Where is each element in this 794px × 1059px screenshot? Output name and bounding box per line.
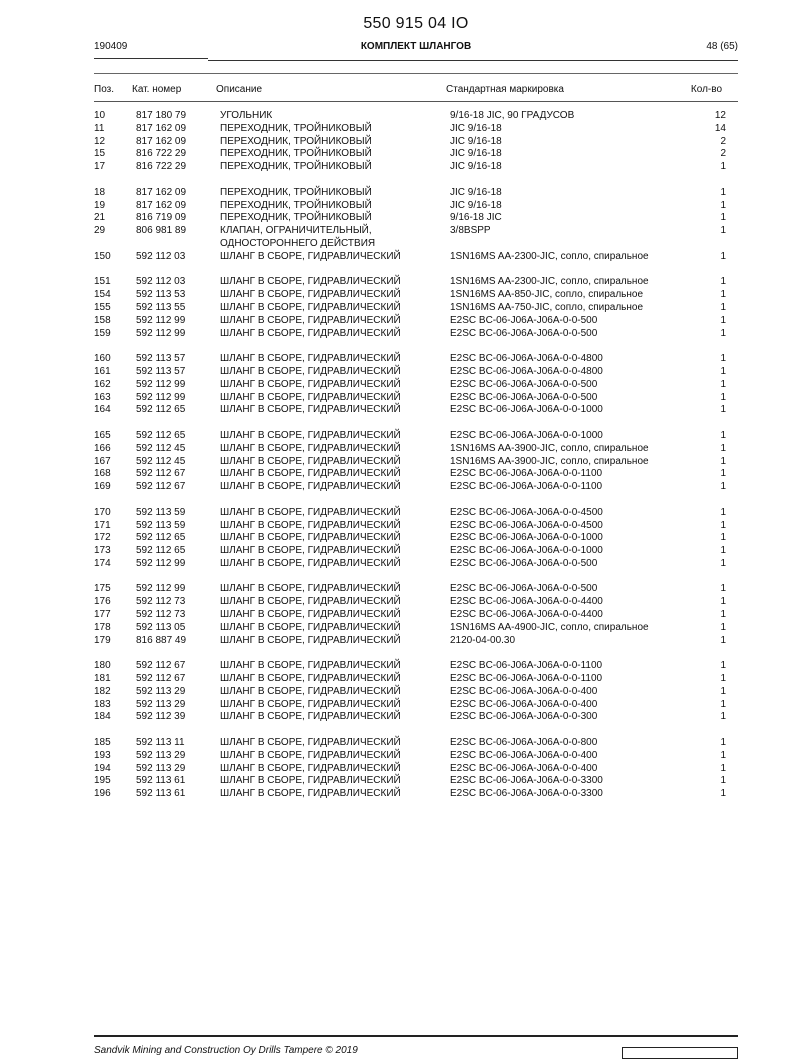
catalog-number-cell: 592 112 73 (136, 596, 186, 608)
quantity-cell: 1 (720, 711, 726, 723)
catalog-number-cell: 592 112 65 (136, 429, 186, 441)
table-row (0, 545, 794, 558)
quantity-cell: 1 (720, 545, 726, 557)
table-row (0, 737, 794, 750)
catalog-number-cell: 592 112 03 (136, 250, 186, 262)
quantity-cell: 12 (714, 110, 726, 121)
standard-marking-cell: E2SC BC-06-J06A-J06A-0-0-3300 (450, 788, 603, 800)
table-row (0, 558, 794, 571)
standard-marking-cell: E2SC BC-06-J06A-J06A-0-0-500 (450, 557, 598, 569)
position-cell: 171 (94, 519, 111, 531)
table-row (0, 123, 794, 136)
quantity-cell: 1 (720, 481, 726, 493)
standard-marking-cell: E2SC BC-06-J06A-J06A-0-0-1100 (450, 660, 603, 672)
page-number: 48 (65) (706, 41, 738, 52)
table-row (0, 596, 794, 609)
quantity-cell: 1 (720, 762, 726, 774)
position-cell: 151 (94, 276, 111, 288)
description-cell: ШЛАНГ В СБОРЕ, ГИДРАВЛИЧЕСКИЙ (220, 301, 401, 313)
standard-marking-cell: 1SN16MS AA-2300-JIC, сопло, спиральное (450, 250, 649, 262)
position-cell: 21 (94, 212, 106, 224)
description-cell: ШЛАНГ В СБОРЕ, ГИДРАВЛИЧЕСКИЙ (220, 314, 401, 326)
table-row (0, 148, 794, 161)
table-row (0, 507, 794, 520)
position-cell: 19 (94, 199, 106, 211)
table-row (0, 315, 794, 328)
table-row (0, 430, 794, 443)
catalog-number-cell: 592 112 45 (136, 455, 186, 467)
catalog-number-cell: 592 112 99 (136, 314, 186, 326)
catalog-number-cell: 592 112 03 (136, 276, 186, 288)
standard-marking-cell: JIC 9/16-18 (450, 135, 502, 147)
quantity-cell: 1 (720, 660, 726, 672)
catalog-number-cell: 816 887 49 (136, 634, 187, 646)
standard-marking-cell: 1SN16MS AA-3900-JIC, сопло, спиральное (450, 442, 649, 454)
quantity-cell: 1 (720, 365, 726, 377)
column-header-description: Описание (216, 84, 263, 95)
standard-marking-cell: JIC 9/16-18 (450, 148, 502, 160)
sandvik-logo (622, 1047, 738, 1059)
standard-marking-cell: E2SC BC-06-J06A-J06A-0-0-500 (450, 314, 598, 326)
description-cell: ШЛАНГ В СБОРЕ, ГИДРАВЛИЧЕСКИЙ (220, 634, 401, 646)
description-cell: ШЛАНГ В СБОРЕ, ГИДРАВЛИЧЕСКИЙ (220, 481, 401, 493)
position-cell: 164 (94, 404, 111, 416)
catalog-number-cell: 592 113 11 (136, 737, 185, 749)
catalog-number-cell: 592 112 99 (136, 557, 186, 569)
description-cell: ШЛАНГ В СБОРЕ, ГИДРАВЛИЧЕСКИЙ (220, 660, 401, 672)
table-row (0, 443, 794, 456)
standard-marking-cell: E2SC BC-06-J06A-J06A-0-0-500 (450, 378, 598, 390)
description-cell: ШЛАНГ В СБОРЕ, ГИДРАВЛИЧЕСКИЙ (220, 673, 401, 685)
position-cell: 163 (94, 391, 111, 403)
table-row (0, 481, 794, 494)
position-cell: 180 (94, 660, 111, 672)
table-row (0, 212, 794, 225)
position-cell: 160 (94, 353, 111, 365)
quantity-cell: 1 (720, 788, 726, 800)
position-cell: 167 (94, 455, 111, 467)
description-cell: ШЛАНГ В СБОРЕ, ГИДРАВЛИЧЕСКИЙ (220, 353, 401, 365)
catalog-number-cell: 592 113 53 (136, 289, 186, 301)
standard-marking-cell: E2SC BC-06-J06A-J06A-0-0-500 (450, 391, 598, 403)
catalog-number-cell: 592 113 29 (136, 685, 186, 697)
standard-marking-cell: E2SC BC-06-J06A-J06A-0-0-1100 (450, 468, 603, 480)
quantity-cell: 1 (720, 468, 726, 480)
quantity-cell: 1 (720, 634, 726, 646)
description-cell: ПЕРЕХОДНИК, ТРОЙНИКОВЫЙ (220, 186, 372, 198)
position-cell: 172 (94, 532, 111, 544)
standard-marking-cell: E2SC BC-06-J06A-J06A-0-0-4400 (450, 596, 603, 608)
position-cell: 176 (94, 596, 111, 608)
quantity-cell: 1 (720, 673, 726, 685)
standard-marking-cell: 1SN16MS AA-3900-JIC, сопло, спиральное (450, 455, 649, 467)
standard-marking-cell: JIC 9/16-18 (450, 161, 502, 173)
description-cell: ШЛАНГ В СБОРЕ, ГИДРАВЛИЧЕСКИЙ (220, 391, 401, 403)
catalog-number-cell: 806 981 89 (136, 225, 187, 237)
catalog-number-cell: 817 180 79 (136, 110, 187, 121)
quantity-cell: 1 (720, 737, 726, 749)
quantity-cell: 1 (720, 289, 726, 301)
quantity-cell: 1 (720, 621, 726, 633)
description-cell: ШЛАНГ В СБОРЕ, ГИДРАВЛИЧЕСКИЙ (220, 289, 401, 301)
description-cell: ШЛАНГ В СБОРЕ, ГИДРАВЛИЧЕСКИЙ (220, 455, 401, 467)
standard-marking-cell: 1SN16MS AA-2300-JIC, сопло, спиральное (450, 276, 649, 288)
column-header-standard-marking: Стандартная маркировка (446, 84, 564, 95)
position-cell: 173 (94, 545, 111, 557)
catalog-number-cell: 592 112 67 (136, 673, 186, 685)
standard-marking-cell: E2SC BC-06-J06A-J06A-0-0-800 (450, 737, 598, 749)
catalog-number-cell: 592 112 67 (136, 660, 186, 672)
catalog-number-cell: 592 113 61 (136, 788, 186, 800)
catalog-number-cell: 816 722 29 (136, 161, 187, 173)
column-header-pos: Поз. (94, 84, 114, 95)
standard-marking-cell: E2SC BC-06-J06A-J06A-0-0-500 (450, 583, 598, 595)
position-cell: 179 (94, 634, 111, 646)
catalog-number-cell: 592 112 67 (136, 481, 186, 493)
description-cell: ШЛАНГ В СБОРЕ, ГИДРАВЛИЧЕСКИЙ (220, 737, 401, 749)
header-rule-left (94, 58, 208, 59)
quantity-cell: 1 (720, 557, 726, 569)
header-rule-right (208, 60, 738, 61)
catalog-number-cell: 592 113 59 (136, 519, 186, 531)
position-cell: 184 (94, 711, 111, 723)
description-cell: ШЛАНГ В СБОРЕ, ГИДРАВЛИЧЕСКИЙ (220, 442, 401, 454)
position-cell: 158 (94, 314, 111, 326)
quantity-cell: 1 (720, 186, 726, 198)
standard-marking-cell: 1SN16MS AA-850-JIC, сопло, спиральное (450, 289, 644, 301)
standard-marking-cell: 1SN16MS AA-4900-JIC, сопло, спиральное (450, 621, 649, 633)
table-row (0, 404, 794, 417)
column-header-quantity: Кол-во (690, 84, 722, 95)
description-cell: ШЛАНГ В СБОРЕ, ГИДРАВЛИЧЕСКИЙ (220, 596, 401, 608)
catalog-number-cell: 592 112 45 (136, 442, 186, 454)
position-cell: 155 (94, 301, 111, 313)
description-cell: ШЛАНГ В СБОРЕ, ГИДРАВЛИЧЕСКИЙ (220, 532, 401, 544)
quantity-cell: 1 (720, 685, 726, 697)
table-row (0, 609, 794, 622)
description-cell: ШЛАНГ В СБОРЕ, ГИДРАВЛИЧЕСКИЙ (220, 775, 401, 787)
page-title: КОМПЛЕКТ ШЛАНГОВ (360, 41, 472, 52)
position-cell: 154 (94, 289, 111, 301)
description-cell: ШЛАНГ В СБОРЕ, ГИДРАВЛИЧЕСКИЙ (220, 698, 401, 710)
position-cell: 178 (94, 621, 111, 633)
column-header-rule (94, 101, 738, 102)
table-row (0, 392, 794, 405)
description-cell: ПЕРЕХОДНИК, ТРОЙНИКОВЫЙ (220, 148, 372, 160)
catalog-number-cell: 592 113 29 (136, 749, 186, 761)
position-cell: 169 (94, 481, 111, 493)
quantity-cell: 1 (720, 314, 726, 326)
quantity-cell: 1 (720, 609, 726, 621)
table-row (0, 673, 794, 686)
table-row (0, 750, 794, 763)
position-cell: 15 (94, 148, 106, 160)
standard-marking-cell: E2SC BC-06-J06A-J06A-0-0-1000 (450, 545, 603, 557)
catalog-number-cell: 816 722 29 (136, 148, 187, 160)
standard-marking-cell: E2SC BC-06-J06A-J06A-0-0-1100 (450, 673, 603, 685)
standard-marking-cell: E2SC BC-06-J06A-J06A-0-0-400 (450, 762, 598, 774)
table-row (0, 379, 794, 392)
position-cell: 165 (94, 429, 111, 441)
description-cell: ШЛАНГ В СБОРЕ, ГИДРАВЛИЧЕСКИЙ (220, 762, 401, 774)
catalog-number-cell: 592 112 99 (136, 391, 186, 403)
description-cell: УГОЛЬНИК (220, 110, 273, 121)
description-cell: ШЛАНГ В СБОРЕ, ГИДРАВЛИЧЕСКИЙ (220, 378, 401, 390)
position-cell: 175 (94, 583, 111, 595)
standard-marking-cell: E2SC BC-06-J06A-J06A-0-0-400 (450, 685, 598, 697)
description-cell: ШЛАНГ В СБОРЕ, ГИДРАВЛИЧЕСКИЙ (220, 250, 401, 262)
table-row (0, 468, 794, 481)
quantity-cell: 1 (720, 276, 726, 288)
quantity-cell: 1 (720, 429, 726, 441)
table-row (0, 788, 794, 801)
description-cell: ШЛАНГ В СБОРЕ, ГИДРАВЛИЧЕСКИЙ (220, 519, 401, 531)
table-row (0, 660, 794, 673)
description-cell: ШЛАНГ В СБОРЕ, ГИДРАВЛИЧЕСКИЙ (220, 327, 401, 339)
catalog-number-cell: 592 112 73 (136, 609, 186, 621)
standard-marking-cell: E2SC BC-06-J06A-J06A-0-0-400 (450, 698, 598, 710)
quantity-cell: 1 (720, 199, 726, 211)
description-cell: ПЕРЕХОДНИК, ТРОЙНИКОВЫЙ (220, 161, 372, 173)
catalog-number-cell: 592 113 59 (136, 506, 186, 518)
footer-rule (94, 1035, 738, 1037)
standard-marking-cell: 2120-04-00.30 (450, 634, 516, 646)
description-cell: ПЕРЕХОДНИК, ТРОЙНИКОВЫЙ (220, 122, 372, 134)
description-cell: ПЕРЕХОДНИК, ТРОЙНИКОВЫЙ (220, 212, 372, 224)
description-cell: ШЛАНГ В СБОРЕ, ГИДРАВЛИЧЕСКИЙ (220, 621, 401, 633)
catalog-number-cell: 592 113 05 (136, 621, 186, 633)
position-cell: 195 (94, 775, 111, 787)
catalog-number-cell: 592 112 39 (136, 711, 186, 723)
position-cell: 177 (94, 609, 111, 621)
table-row (0, 532, 794, 545)
position-cell: 18 (94, 186, 106, 198)
quantity-cell: 1 (720, 250, 726, 262)
table-row (0, 775, 794, 788)
quantity-cell: 1 (720, 301, 726, 313)
table-row (0, 187, 794, 200)
table-row (0, 635, 794, 648)
catalog-number-cell: 592 113 61 (136, 775, 186, 787)
quantity-cell: 2 (720, 135, 726, 147)
standard-marking-cell: E2SC BC-06-J06A-J06A-0-0-4400 (450, 609, 603, 621)
table-row (0, 276, 794, 289)
catalog-number-cell: 592 112 65 (136, 532, 186, 544)
standard-marking-cell: E2SC BC-06-J06A-J06A-0-0-4800 (450, 353, 603, 365)
quantity-cell: 1 (720, 225, 726, 237)
position-cell: 29 (94, 225, 106, 237)
standard-marking-cell: E2SC BC-06-J06A-J06A-0-0-1000 (450, 404, 603, 416)
standard-marking-cell: E2SC BC-06-J06A-J06A-0-0-4500 (450, 519, 603, 531)
table-row (0, 763, 794, 776)
table-row (0, 225, 794, 251)
table-row (0, 353, 794, 366)
position-cell: 11 (94, 122, 105, 134)
description-cell: ШЛАНГ В СБОРЕ, ГИДРАВЛИЧЕСКИЙ (220, 545, 401, 557)
table-row (0, 622, 794, 635)
position-cell: 162 (94, 378, 111, 390)
catalog-number-cell: 817 162 09 (136, 199, 187, 211)
standard-marking-cell: E2SC BC-06-J06A-J06A-0-0-4500 (450, 506, 603, 518)
table-row (0, 456, 794, 469)
standard-marking-cell: JIC 9/16-18 (450, 122, 502, 134)
catalog-number-cell: 817 162 09 (136, 122, 187, 134)
standard-marking-cell: 9/16-18 JIC (450, 212, 502, 224)
catalog-number-cell: 592 112 99 (136, 327, 186, 339)
position-cell: 193 (94, 749, 111, 761)
description-cell: ШЛАНГ В СБОРЕ, ГИДРАВЛИЧЕСКИЙ (220, 583, 401, 595)
position-cell: 166 (94, 442, 111, 454)
standard-marking-cell: 3/8BSPP (450, 225, 491, 237)
quantity-cell: 1 (720, 353, 726, 365)
quantity-cell: 1 (720, 391, 726, 403)
quantity-cell: 1 (720, 519, 726, 531)
description-cell: ШЛАНГ В СБОРЕ, ГИДРАВЛИЧЕСКИЙ (220, 365, 401, 377)
header-rule-lower (94, 73, 738, 74)
position-cell: 194 (94, 762, 111, 774)
quantity-cell: 1 (720, 506, 726, 518)
quantity-cell: 1 (720, 327, 726, 339)
column-header-cat-number: Кат. номер (132, 84, 182, 95)
position-cell: 17 (94, 161, 106, 173)
document-number: 550 915 04 IO (363, 15, 469, 32)
position-cell: 168 (94, 468, 111, 480)
description-cell: ШЛАНГ В СБОРЕ, ГИДРАВЛИЧЕСКИЙ (220, 468, 401, 480)
position-cell: 182 (94, 685, 111, 697)
quantity-cell: 1 (720, 404, 726, 416)
standard-marking-cell: 9/16-18 JIC, 90 ГРАДУСОВ (450, 110, 575, 121)
description-cell: ШЛАНГ В СБОРЕ, ГИДРАВЛИЧЕСКИЙ (220, 788, 401, 800)
quantity-cell: 14 (714, 122, 726, 134)
quantity-cell: 1 (720, 442, 726, 454)
quantity-cell: 1 (720, 212, 726, 224)
position-cell: 12 (94, 135, 106, 147)
catalog-number-cell: 592 113 29 (136, 698, 186, 710)
table-row (0, 251, 794, 264)
footer-copyright: Sandvik Mining and Construction Oy Drills Tampere © 2019 (94, 1045, 358, 1056)
table-row (0, 136, 794, 149)
quantity-cell: 1 (720, 698, 726, 710)
quantity-cell: 1 (720, 532, 726, 544)
catalog-number-cell: 816 719 09 (136, 212, 187, 224)
position-cell: 174 (94, 557, 111, 569)
table-row (0, 110, 794, 123)
description-cell: ШЛАНГ В СБОРЕ, ГИДРАВЛИЧЕСКИЙ (220, 506, 401, 518)
description-cell: ШЛАНГ В СБОРЕ, ГИДРАВЛИЧЕСКИЙ (220, 557, 401, 569)
standard-marking-cell: E2SC BC-06-J06A-J06A-0-0-400 (450, 749, 598, 761)
description-cell: ШЛАНГ В СБОРЕ, ГИДРАВЛИЧЕСКИЙ (220, 711, 401, 723)
catalog-number-cell: 817 162 09 (136, 186, 187, 198)
table-row (0, 161, 794, 174)
catalog-number-cell: 592 112 65 (136, 404, 186, 416)
standard-marking-cell: 1SN16MS AA-750-JIC, сопло, спиральное (450, 301, 644, 313)
standard-marking-cell: E2SC BC-06-J06A-J06A-0-0-1000 (450, 532, 603, 544)
catalog-number-cell: 592 113 55 (136, 301, 186, 313)
quantity-cell: 2 (720, 148, 726, 160)
description-cell: ШЛАНГ В СБОРЕ, ГИДРАВЛИЧЕСКИЙ (220, 609, 401, 621)
position-cell: 196 (94, 788, 111, 800)
position-cell: 185 (94, 737, 111, 749)
quantity-cell: 1 (720, 596, 726, 608)
table-row (0, 711, 794, 724)
description-cell: ШЛАНГ В СБОРЕ, ГИДРАВЛИЧЕСКИЙ (220, 749, 401, 761)
table-row (0, 520, 794, 533)
table-row (0, 686, 794, 699)
standard-marking-cell: JIC 9/16-18 (450, 199, 502, 211)
table-row (0, 200, 794, 213)
catalog-number-cell: 592 112 67 (136, 468, 186, 480)
catalog-number-cell: 817 162 09 (136, 135, 187, 147)
position-cell: 159 (94, 327, 111, 339)
date-code: 190409 (94, 41, 128, 52)
table-row (0, 328, 794, 341)
table-row (0, 289, 794, 302)
quantity-cell: 1 (720, 749, 726, 761)
quantity-cell: 1 (720, 583, 726, 595)
quantity-cell: 1 (720, 161, 726, 173)
description-cell: ШЛАНГ В СБОРЕ, ГИДРАВЛИЧЕСКИЙ (220, 685, 401, 697)
catalog-number-cell: 592 112 99 (136, 583, 186, 595)
description-cell: ПЕРЕХОДНИК, ТРОЙНИКОВЫЙ (220, 199, 372, 211)
description-cell: ШЛАНГ В СБОРЕ, ГИДРАВЛИЧЕСКИЙ (220, 429, 401, 441)
standard-marking-cell: E2SC BC-06-J06A-J06A-0-0-4800 (450, 365, 603, 377)
position-cell: 170 (94, 506, 111, 518)
catalog-number-cell: 592 113 57 (136, 353, 186, 365)
position-cell: 10 (94, 110, 106, 121)
standard-marking-cell: E2SC BC-06-J06A-J06A-0-0-300 (450, 711, 598, 723)
description-cell: КЛАПАН, ОГРАНИЧИТЕЛЬНЫЙ, ОДНОСТОРОННЕГО ДЕЙСТВИЯ (220, 225, 376, 249)
standard-marking-cell: E2SC BC-06-J06A-J06A-0-0-3300 (450, 775, 603, 787)
table-row (0, 699, 794, 712)
position-cell: 181 (94, 673, 111, 685)
description-cell: ШЛАНГ В СБОРЕ, ГИДРАВЛИЧЕСКИЙ (220, 404, 401, 416)
description-cell: ШЛАНГ В СБОРЕ, ГИДРАВЛИЧЕСКИЙ (220, 276, 401, 288)
table-row (0, 583, 794, 596)
standard-marking-cell: JIC 9/16-18 (450, 186, 502, 198)
parts-table (0, 110, 794, 801)
catalog-number-cell: 592 112 99 (136, 378, 186, 390)
quantity-cell: 1 (720, 775, 726, 787)
position-cell: 161 (94, 365, 111, 377)
standard-marking-cell: E2SC BC-06-J06A-J06A-0-0-1100 (450, 481, 603, 493)
table-row (0, 366, 794, 379)
standard-marking-cell: E2SC BC-06-J06A-J06A-0-0-500 (450, 327, 598, 339)
table-row (0, 302, 794, 315)
catalog-number-cell: 592 113 29 (136, 762, 186, 774)
position-cell: 150 (94, 250, 111, 262)
quantity-cell: 1 (720, 378, 726, 390)
position-cell: 183 (94, 698, 111, 710)
standard-marking-cell: E2SC BC-06-J06A-J06A-0-0-1000 (450, 429, 603, 441)
description-cell: ПЕРЕХОДНИК, ТРОЙНИКОВЫЙ (220, 135, 372, 147)
catalog-number-cell: 592 113 57 (136, 365, 186, 377)
quantity-cell: 1 (720, 455, 726, 467)
catalog-number-cell: 592 112 65 (136, 545, 186, 557)
